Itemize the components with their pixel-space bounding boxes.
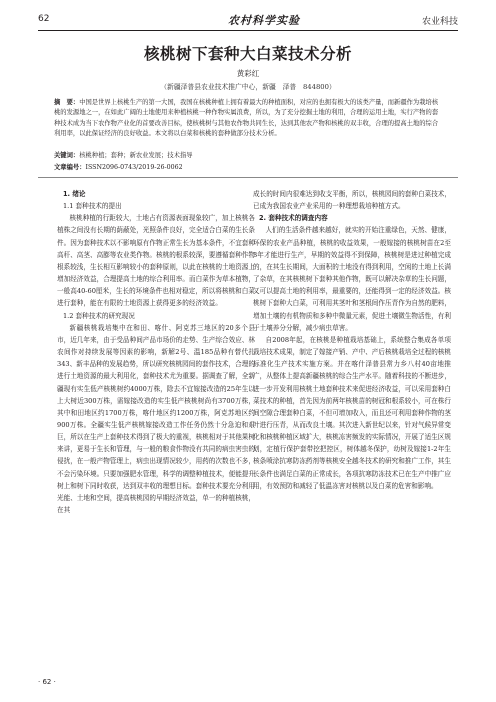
keywords-label: 关键词： (54, 152, 80, 159)
keywords (54, 150, 442, 159)
affiliation: （新疆泽普县农业技术推广中心，新疆 泽普 844800） (160, 83, 336, 91)
paragraph-continued: 成长的时间内很难达到收支平衡，所以，核桃园间的套种白菜技术，已成为我国农业产业采用的一种理想栽培种植方式。 (253, 190, 451, 211)
article-title: 核桃树下套种大白菜技术分析 (143, 45, 352, 63)
subsection-heading: 1.2 套种技术的研究现况 (62, 311, 135, 320)
keywords-text: 核桃种植；套种；新农业发展；技术指导 (79, 152, 193, 159)
section-heading: 2. 套种技术的调查内容 (258, 214, 328, 223)
header-page-number: 62 (38, 14, 50, 24)
body-column-right (253, 188, 451, 492)
article-number (54, 162, 442, 171)
abstract-separator (38, 177, 458, 178)
abstract-text: 中国是世界上核桃生产的第一大国，我国在核桃种植上拥有着最大的种植面积，对应的也拥有极大的该类产量，而新疆作为栽培核桃的发源地之一，在如此广阔的土地使用来种植核桃一种作物实属浪费，所以，为了充分挖掘土地的利用，合理的运用土地，实行产物的套种技术成为当下农作物产业化的首要改善目标，使核桃树与其他农作物共同生长，达到其他农产物和核桃的双丰收，合理的提高土地的综合利用率，以此保证经济的良好收益。本文将以白菜和核桃的套种做部分技术分析。 (54, 99, 439, 137)
body-column-left (57, 188, 255, 516)
running-header (38, 14, 458, 28)
paragraph: 人们的生活条件越来越好，就实的开始注重绿色，天然、健康，环保的农业产品种植，核桃的收益效果，一般嫁接的核桃树苗在2至3年才能进行生产，早期的效益得不到保障，核桃树是进过种植完成的，在其生长期间，大面积的土地没有得到利用，空闲的土地上长满了杂草，在其核桃树下套种其他作物，既可以解决杂草的生长问题，又可以提高土地的利用率，最重要的，还能得到一定的经济效益。核桃树下套种大白菜，可利用其茎叶和茎根间作压青作为自然的肥料，增加土壤的有机物质和多种中微量元素，促进土壤微生物活性，有利于土壤养分分解，减少病虫草害。 (253, 226, 451, 332)
paragraph: 自2008年起，在核桃是种植栽培基础上，系统整合集成各单项栽培技术成果，制定了嫁接产销、产中、产后核桃栽培全过程的核桃标准化生产技术实施方案。并在喀什泽普县常力乡八村40亩地推广，从整体上提高新疆核桃的综合生产水平。随着科技的不断进步，进一步开发利用核桃土地套种技术来促进经济收益，可以采用套种白菜技术的种植，首先因为前两年核桃苗的树冠和根系较小，可在株行间空隙合理套种白菜，不但可增加收入，而且还可利用套种作物的茎叶进行压青，从而改良土壤。其次进入新世纪以来，针对气候异常变化和核桃种植区域扩大，核桃冻害频发的实际情况，开展了适生区规划，定植行保护套带挖把控区，树体越冬保护，幼树及嫁接1-2年生核条喷涂抗寒防冻药剂等核桃安全越冬技术的研究和推广工作，其生长条件也满足白菜的正常成长，各项抗寒防冻技术已在生产中推广应用，有效预防和减轻了低温冻害对核桃以及白菜的危害和影响。 (253, 335, 451, 490)
section-name: 农业科技 (421, 17, 458, 27)
paragraph: 核桃种植的行距较大，土地占有资源表面现象较广，加上核桃各植株之间没有长期的荫蔽处，光照条件良好，完全适合白菜的生长条件。因为套种技术以不影响原有作物正常生长为基本条件，不宜套种高秆、高茎、高膨等农业类作物。核桃的根系较深，要遵循套种作物根系较浅，生长相互影响较小的套种原则，以此在核桃的土地资源上增加经济效益，合理提高土地的综合利用率。而白菜作为草本植物，一般高40-60厘米，生长的环境条件也相对稳定，所以将核桃和白菜进行套种，能在有限的土地资源上获得更多的经济效益。 (57, 214, 255, 308)
abstract-label: 摘 要： (54, 99, 80, 106)
article-number-label: 文章编号： (54, 164, 86, 171)
page-footer-number: · 62 · (38, 678, 56, 686)
paragraph: 新疆核桃栽培集中在和田、喀什、阿克苏三地区的20多个县市，近几年来，由于受品种间产品市场价的走势、生产综合效应、林农间作对持续发展等因素的影响，新解2号、温185品种有替代扎343、新丰品种的发展趋势，所以研究核桃园间的套作技术，合理的进行土地资源的最大利用化，套种技术尤为重要。据调查了解，全新疆现有实生低产核桃树约4000万株，除去不宜嫁接改造的25年生以上大树近300万株，需嫁接改造的实生低产核桃树尚有3700万株，其中和田地区约1700万株，喀什地区约1200万株，阿克苏地区约900万株。全疆实生低产核桃嫁接改造工作任务仍然十分急迫和艰巨，所以在生产上套种技术得到了极大的重视，核桃相对于其他果树来讲，更易于生长和管理，与一般的粮食作物没有共同的病虫害虫的侵扰，在一般产物管理上，病虫出现情况较少，用药的次数也不多，不会污染环境。只要加强肥水管理，科学的调整种植技术，便能提升树上和树下同时收获，达到双丰收的理想目标。套种技术要充分利用光能、土地和空间，提高核桃园的早期经济效益，单一的种植核桃，在其 (57, 323, 255, 515)
section-heading: 1. 绪论 (62, 190, 86, 198)
subsection-heading: 1.1 套种技术的提出 (62, 202, 122, 211)
header-rule (38, 30, 458, 31)
journal-name: 农村科学实验 (228, 14, 300, 27)
author: 黄彩红 (236, 69, 260, 78)
abstract (54, 98, 442, 139)
article-number-value: ISSN2096-0743/2019-26-0062 (85, 164, 183, 171)
